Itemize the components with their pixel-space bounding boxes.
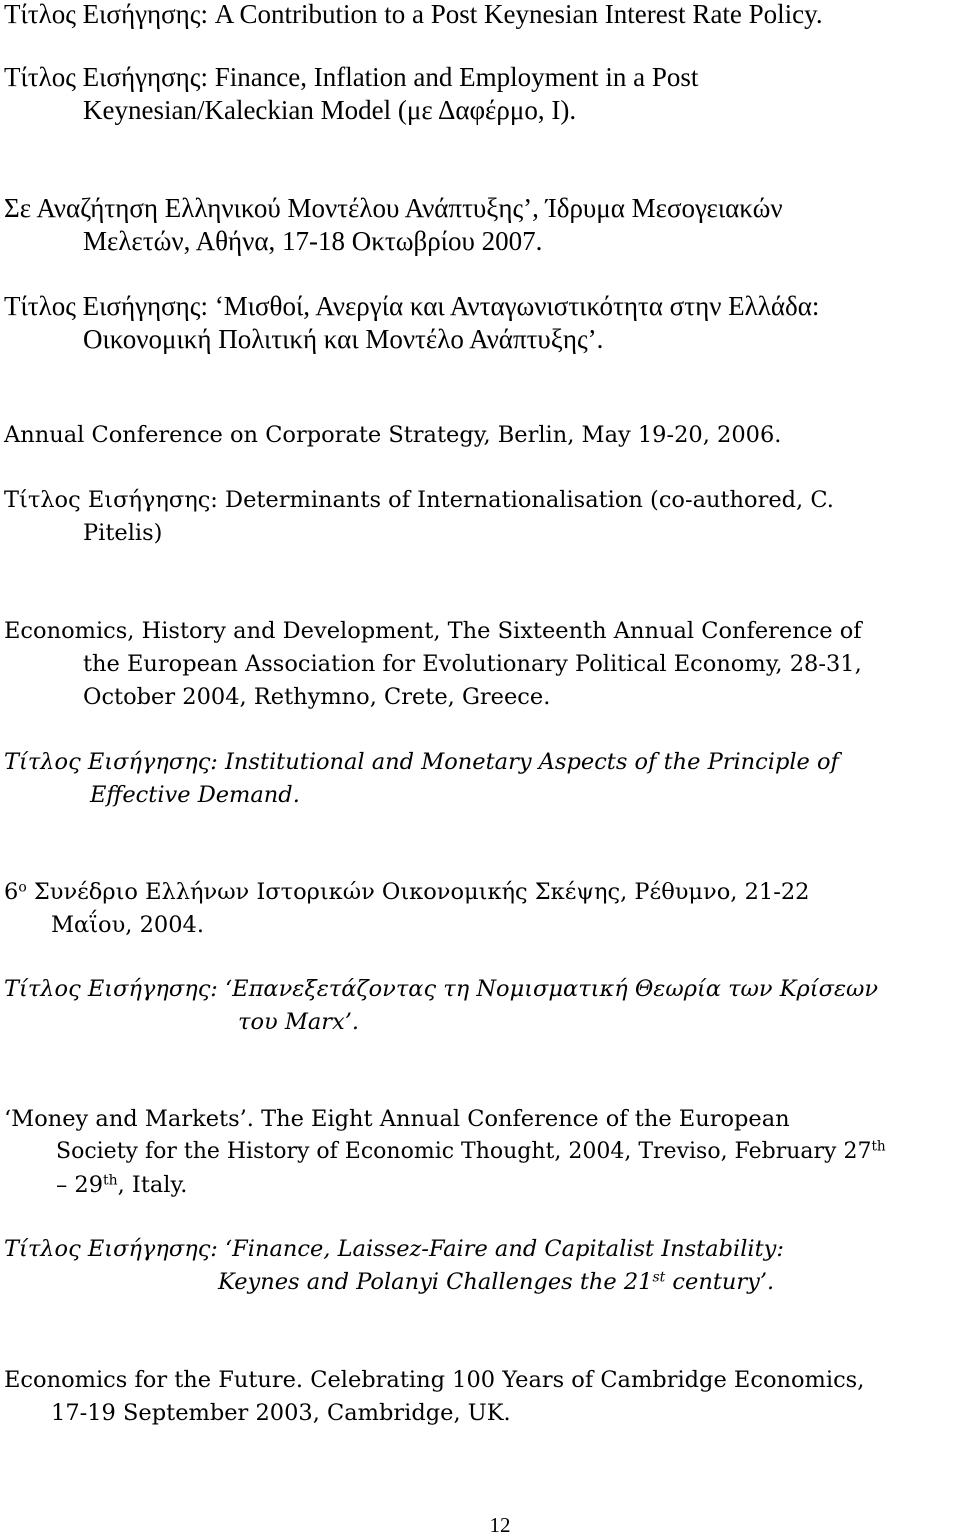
event-eaepe-conference-line-3: October 2004, Rethymno, Crete, Greece. (83, 684, 551, 710)
event-number: 6 (4, 879, 19, 905)
event-cambridge-economics-line-1: Economics for the Future. Celebrating 100 Years of Cambridge Economics, (4, 1367, 865, 1393)
ordinal-suffix: st (652, 1269, 666, 1286)
event-line-text: Society for the History of Economic Thought, 2004, Treviso, February 27 (56, 1139, 872, 1164)
ordinal-suffix: ο (18, 879, 27, 896)
event-money-and-markets-line-1: ‘Money and Markets’. The Eight Annual Conference of the European (4, 1106, 790, 1132)
event-corporate-strategy-berlin: Annual Conference on Corporate Strategy, Berlin, May 19-20, 2006. (4, 422, 782, 448)
event-line-rest: , Italy. (117, 1172, 188, 1198)
talk-line-rest: century’. (665, 1269, 775, 1295)
ordinal-suffix: th (871, 1138, 886, 1155)
event-greek-economic-thought-line-1 (4, 881, 809, 904)
event-greek-economic-thought-line-2: Μαΐου, 2004. (51, 912, 204, 938)
talk-title-finance-inflation-line-2: Keynesian/Kaleckian Model (με Δαφέρμο, Ι). (83, 95, 577, 125)
talk-title-laissez-faire-line-2 (218, 1271, 774, 1294)
page-number: 12 (489, 1513, 511, 1537)
talk-title-effective-demand-line-2: Effective Demand. (90, 782, 300, 808)
event-cambridge-economics-line-2: 17-19 September 2003, Cambridge, UK. (51, 1400, 511, 1426)
talk-title-marx-crises-line-2: του Marx’. (238, 1009, 360, 1035)
talk-title-marx-crises-line-1: Τίτλος Εισήγησης: ‘Επανεξετάζοντας τη Νομισματική Θεωρία των Κρίσεων (4, 976, 879, 1002)
talk-title-internationalisation-line-1: Τίτλος Εισήγησης: Determinants of Internationalisation (co-authored, C. (4, 487, 834, 513)
event-money-and-markets-line-2 (56, 1138, 886, 1164)
event-name-rest: Συνέδριο Ελλήνων Ιστορικών Οικονομικής Σκέψης, Ρέθυμνο, 21-22 (26, 879, 810, 905)
talk-title-wages-unemployment-line-1: Τίτλος Εισήγησης: ‘Μισθοί, Ανεργία και Ανταγωνιστικότητα στην Ελλάδα: (4, 291, 820, 321)
event-line-text: – 29 (56, 1172, 104, 1198)
talk-title-effective-demand-line-1: Τίτλος Εισήγησης: Institutional and Monetary Aspects of the Principle of (4, 749, 839, 775)
event-eaepe-conference-line-1: Economics, History and Development, The Sixteenth Annual Conference of (4, 618, 862, 644)
event-money-and-markets-line-3 (56, 1174, 187, 1197)
talk-title-interest-rate-policy: Τίτλος Εισήγησης: A Contribution to a Post Keynesian Interest Rate Policy. (4, 0, 823, 29)
talk-title-laissez-faire-line-1: Τίτλος Εισήγησης: ‘Finance, Laissez-Faire and Capitalist Instability: (4, 1236, 784, 1262)
talk-title-internationalisation-line-2: Pitelis) (83, 520, 163, 546)
talk-title-wages-unemployment-line-2: Οικονομική Πολιτική και Μοντέλο Ανάπτυξης’. (83, 324, 604, 354)
event-greek-development-model-line-1: Σε Αναζήτηση Ελληνικού Μοντέλου Ανάπτυξης’, Ίδρυμα Μεσογειακών (4, 193, 783, 223)
ordinal-suffix: th (103, 1172, 118, 1189)
event-eaepe-conference-line-2: the European Association for Evolutionary Political Economy, 28-31, (83, 651, 862, 677)
event-greek-development-model-line-2: Μελετών, Αθήνα, 17-18 Οκτωβρίου 2007. (83, 226, 543, 256)
talk-title-finance-inflation-line-1: Τίτλος Εισήγησης: Finance, Inflation and Employment in a Post (4, 62, 699, 92)
talk-line-text: Keynes and Polanyi Challenges the 21 (218, 1269, 653, 1295)
